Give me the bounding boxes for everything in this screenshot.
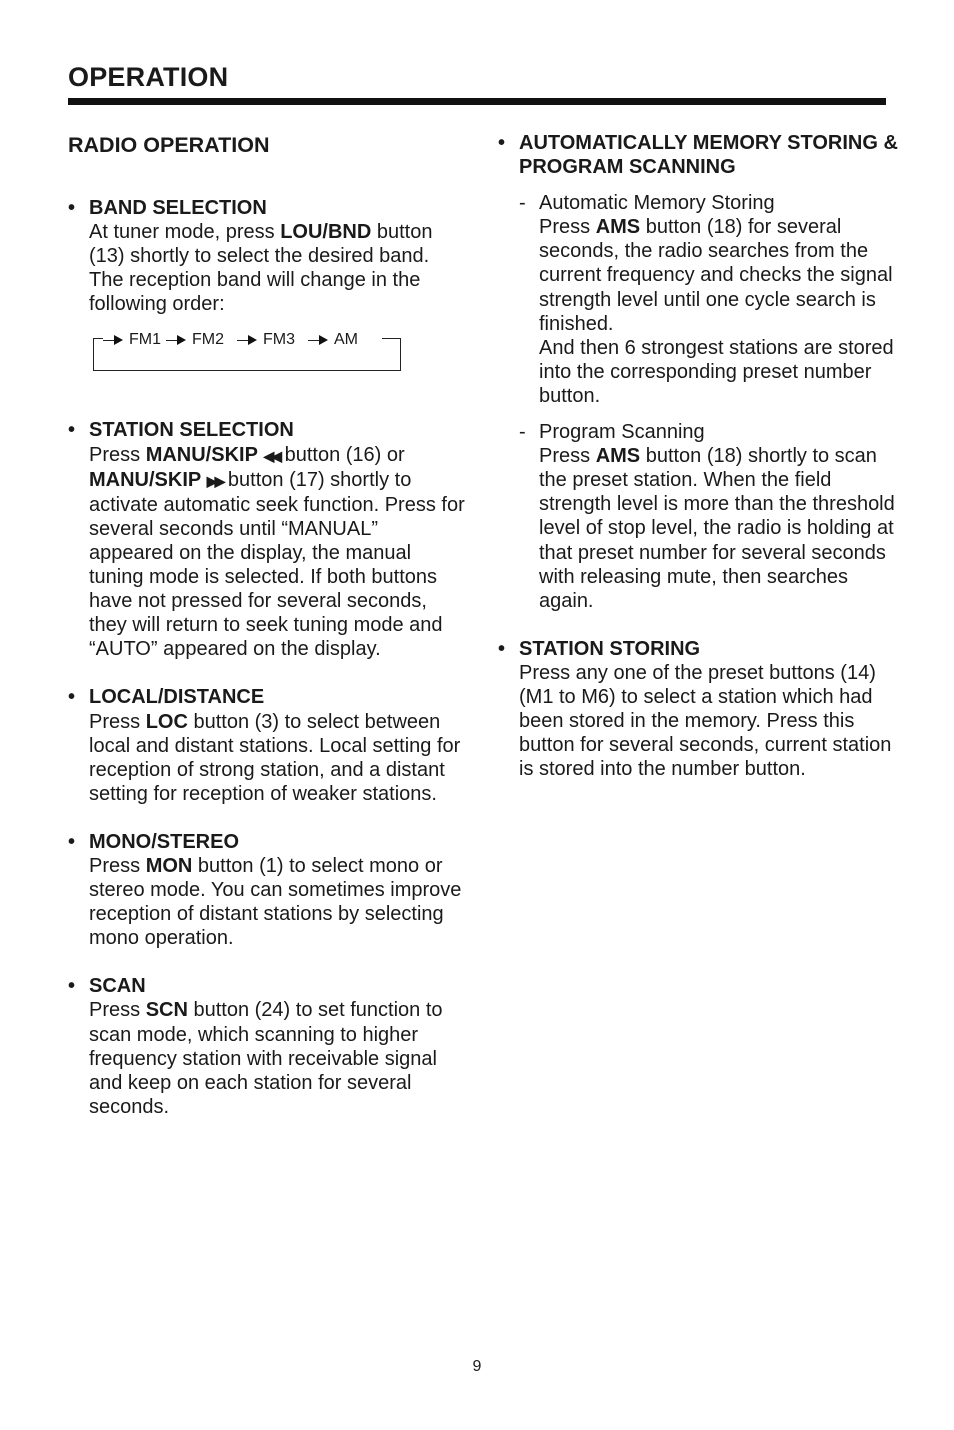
text-run: button (18) for several seconds, the radio searches from the current frequency and checks the signal strength level until one cycle search is finished. bbox=[539, 216, 893, 335]
bullet-icon: • bbox=[498, 132, 506, 154]
lou-bnd-label: LOU/BND bbox=[280, 221, 372, 244]
program-scanning-sub bbox=[519, 420, 898, 613]
text-run: button (17) shortly to activate automatic seek function. Press for several seconds until “MANUAL” appeared on the display, the manual tuning mode is selected. If both buttons have not pressed for several seconds, they will return to seek tuning mode and “AUTO” appeared on the display. bbox=[89, 468, 465, 661]
text-run: Press bbox=[89, 443, 146, 466]
ams-label: AMS bbox=[595, 216, 641, 239]
text-run: button (1) to select mono or stereo mode. You can sometimes improve reception of distant stations by selecting mono operation. bbox=[89, 854, 462, 950]
text-run: button (3) to select between local and distant stations. Local setting for reception of strong station, and a distant setting for reception of weaker stations. bbox=[89, 710, 461, 805]
bullet-icon: • bbox=[68, 830, 76, 853]
manu-skip-label: MANU/SKIP bbox=[89, 468, 202, 491]
left-column bbox=[68, 130, 468, 1143]
station-storing-heading: STATION STORING bbox=[519, 637, 701, 660]
title-rule bbox=[68, 98, 886, 105]
right-column bbox=[498, 131, 898, 805]
band-selection-item bbox=[68, 196, 468, 380]
bullet-icon: • bbox=[68, 975, 76, 998]
local-distance-item bbox=[68, 685, 468, 805]
local-distance-heading: LOCAL/DISTANCE bbox=[89, 686, 265, 709]
bullet-icon: • bbox=[68, 686, 76, 709]
scn-label: SCN bbox=[145, 999, 188, 1022]
band-fm1: FM1 bbox=[129, 331, 161, 349]
text-run: Press bbox=[89, 854, 146, 877]
dash-marker: - bbox=[519, 421, 526, 444]
band-order-diagram bbox=[93, 330, 403, 380]
manu-skip-label: MANU/SKIP bbox=[145, 443, 258, 466]
text-run: Press bbox=[539, 445, 596, 468]
section-title-radio-operation: RADIO OPERATION bbox=[68, 133, 270, 157]
bullet-icon: • bbox=[68, 197, 76, 219]
auto-memory-storing-text-2: And then 6 strongest stations are stored into the corresponding preset number button. bbox=[539, 336, 894, 407]
text-run: Press bbox=[539, 216, 596, 239]
loc-label: LOC bbox=[145, 710, 188, 733]
skip-back-icon: ◀◀ bbox=[263, 447, 280, 464]
auto-memory-storing-text bbox=[539, 215, 898, 335]
scan-heading: SCAN bbox=[89, 975, 146, 998]
scan-item bbox=[68, 974, 468, 1119]
ams-heading: AUTOMATICALLY MEMORY STORING & PROGRAM SCANNING bbox=[519, 132, 898, 179]
diagram-line bbox=[382, 338, 400, 339]
auto-memory-storing-sub bbox=[519, 191, 898, 408]
band-selection-heading: BAND SELECTION bbox=[89, 197, 267, 219]
ams-item bbox=[498, 131, 898, 613]
mono-stereo-heading: MONO/STEREO bbox=[89, 830, 240, 853]
skip-forward-icon: ▶▶ bbox=[206, 472, 223, 489]
bullet-icon: • bbox=[68, 419, 76, 442]
text-run: button (16) or bbox=[279, 443, 405, 466]
arrow-right-icon bbox=[308, 340, 322, 341]
station-storing-text: Press any one of the preset buttons (14) (M1 to M6) to select a station which had been stored in the memory. Press this button for several seconds, current station is stored into the number button. bbox=[519, 661, 892, 781]
mono-stereo-item bbox=[68, 830, 468, 950]
arrow-right-icon bbox=[103, 340, 117, 341]
local-distance-text bbox=[89, 710, 468, 806]
mono-stereo-text bbox=[89, 854, 468, 950]
band-fm3: FM3 bbox=[263, 331, 295, 349]
band-fm2: FM2 bbox=[192, 331, 224, 349]
station-selection-heading: STATION SELECTION bbox=[89, 419, 294, 442]
band-selection-text bbox=[89, 220, 468, 316]
text-run: Press bbox=[89, 999, 146, 1022]
bullet-icon: • bbox=[498, 637, 506, 660]
text-run: button (18) shortly to scan the preset station. When the field strength level is more than the threshold level of stop level, the radio is holding at that preset number for several seconds with releasing mute, then searches again. bbox=[539, 445, 895, 612]
text-run: Press bbox=[89, 710, 146, 733]
page-number: 9 bbox=[472, 1358, 482, 1375]
text-run: button (24) to set function to scan mode, which scanning to higher frequency station with receivable signal and keep on each station for several seconds. bbox=[89, 999, 443, 1118]
mon-label: MON bbox=[145, 854, 193, 877]
program-scanning-title: Program Scanning bbox=[539, 421, 705, 444]
band-flow bbox=[93, 328, 363, 352]
arrow-right-icon bbox=[166, 340, 180, 341]
text-run: At tuner mode, press bbox=[89, 221, 281, 244]
auto-memory-storing-title: Automatic Memory Storing bbox=[539, 192, 775, 215]
ams-label: AMS bbox=[595, 445, 641, 468]
scan-text bbox=[89, 998, 468, 1118]
program-scanning-text bbox=[539, 444, 898, 613]
station-selection-item bbox=[68, 418, 468, 661]
station-selection-text bbox=[89, 443, 468, 662]
page-title: OPERATION bbox=[68, 62, 229, 92]
dash-marker: - bbox=[519, 192, 526, 215]
band-am: AM bbox=[334, 331, 358, 349]
arrow-right-icon bbox=[237, 340, 251, 341]
station-storing-item bbox=[498, 637, 898, 782]
text-run: button (13) shortly to select the desired band. The reception band will change in the following order: bbox=[89, 221, 433, 316]
